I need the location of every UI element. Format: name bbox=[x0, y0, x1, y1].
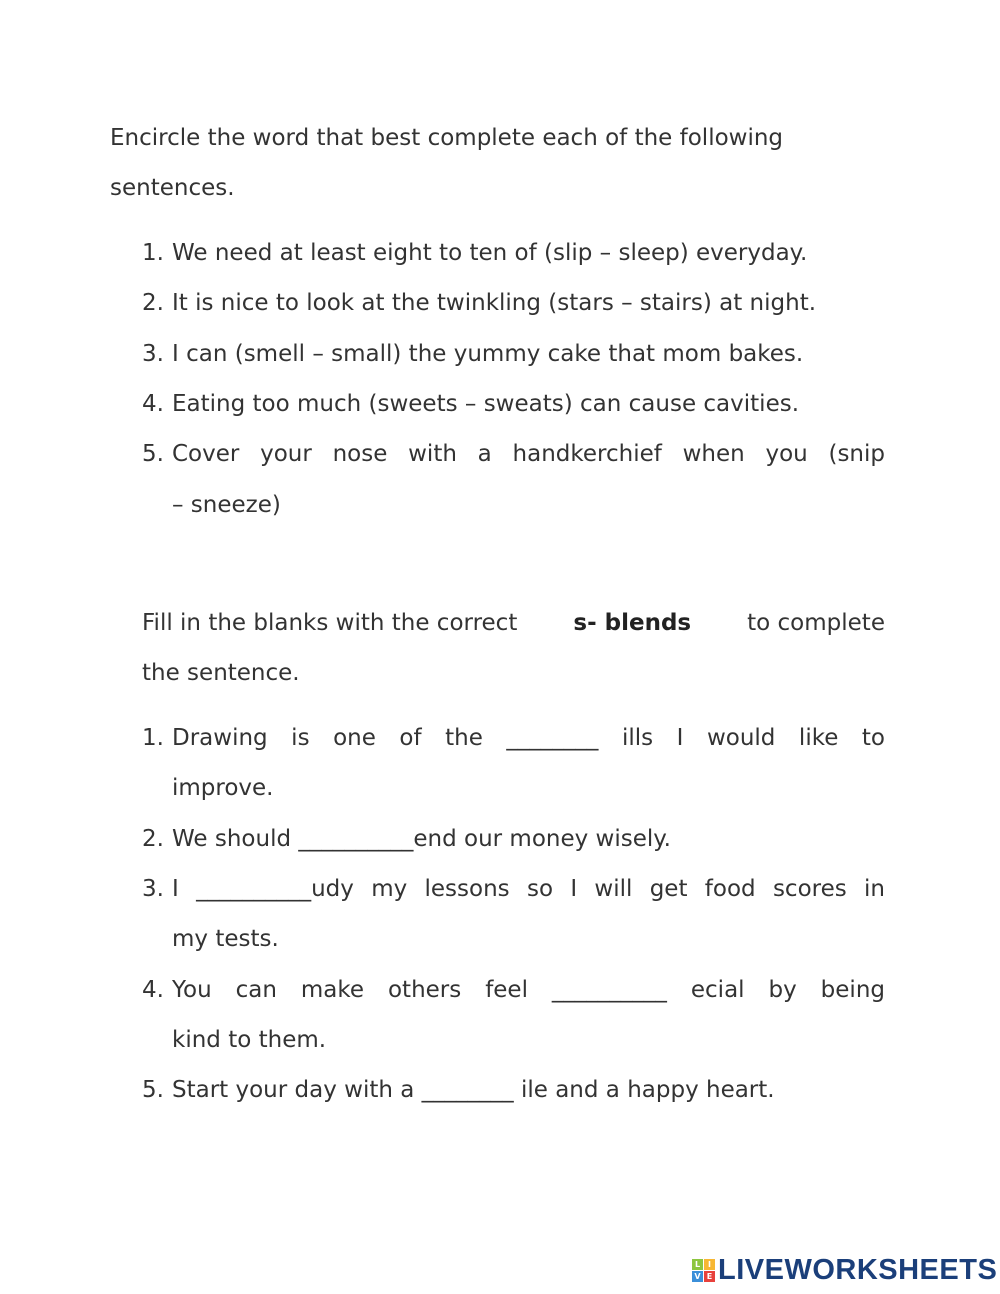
logo-text: LIVEWORKSHEETS bbox=[718, 1254, 998, 1286]
item-number: 4. bbox=[142, 976, 164, 1003]
item-number: 3. bbox=[142, 875, 164, 902]
item-text-line: – sneeze) bbox=[172, 491, 281, 518]
item-number: 4. bbox=[142, 390, 164, 417]
liveworksheets-logo bbox=[692, 1254, 997, 1287]
instruction-text: Fill in the blanks with the correct bbox=[142, 610, 518, 636]
item-text-line: It is nice to look at the twinkling (stars – stairs) at night. bbox=[172, 290, 817, 317]
item-text-line: You can make others feel __________ ecial by being bbox=[172, 976, 885, 1003]
part2-instruction-line2: the sentence. bbox=[142, 660, 300, 686]
item-text-line: We should __________end our money wisely. bbox=[172, 825, 671, 852]
item-text-line: kind to them. bbox=[172, 1026, 327, 1053]
part2-instruction-line1 bbox=[142, 606, 885, 640]
logo-tile: V bbox=[692, 1271, 703, 1282]
item-number: 3. bbox=[142, 340, 164, 367]
item-text-line: improve. bbox=[172, 775, 274, 802]
logo-tile: E bbox=[704, 1271, 715, 1282]
instruction-text: to complete bbox=[747, 610, 885, 636]
part1-instruction-line2: sentences. bbox=[110, 175, 235, 201]
logo-tile: I bbox=[704, 1259, 715, 1270]
item-text-line: I __________udy my lessons so I will get food scores in bbox=[172, 875, 885, 902]
item-text-line: my tests. bbox=[172, 926, 279, 953]
item-number: 2. bbox=[142, 290, 164, 317]
item-text-line: I can (smell – small) the yummy cake that mom bakes. bbox=[172, 340, 804, 367]
item-text-line: We need at least eight to ten of (slip – sleep) everyday. bbox=[172, 240, 808, 266]
item-text-line: Drawing is one of the ________ ills I would like to bbox=[172, 725, 885, 751]
item-number: 5. bbox=[142, 441, 164, 468]
item-number: 1. bbox=[142, 240, 164, 266]
instruction-bold: s- blends bbox=[573, 610, 692, 636]
item-number: 5. bbox=[142, 1077, 164, 1104]
logo-tiles-icon bbox=[692, 1259, 715, 1282]
logo-tile: L bbox=[692, 1259, 703, 1270]
item-number: 2. bbox=[142, 825, 164, 852]
part1-instruction-line1: Encircle the word that best complete each of the following bbox=[110, 125, 784, 151]
item-text-line: Cover your nose with a handkerchief when you (snip bbox=[172, 441, 885, 468]
item-number: 1. bbox=[142, 725, 164, 751]
item-text-line: Eating too much (sweets – sweats) can cause cavities. bbox=[172, 390, 800, 417]
item-text-line: Start your day with a ________ ile and a happy heart. bbox=[172, 1077, 775, 1104]
